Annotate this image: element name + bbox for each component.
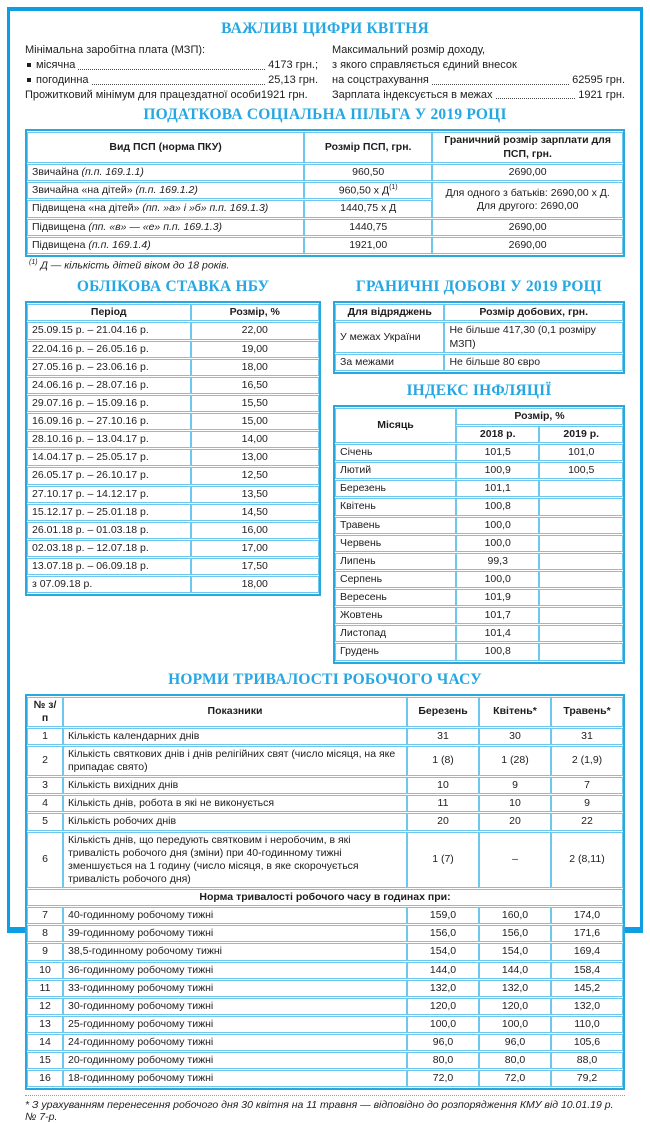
table-cell: 99,3 — [456, 553, 540, 570]
table-cell: 145,2 — [551, 980, 623, 997]
table-cell: 7 — [551, 777, 623, 794]
psp-size-cell: 960,50 х $Д^{(1)}$ — [304, 182, 432, 200]
table-cell: 30-годинному робочому тижні — [63, 998, 407, 1015]
table-cell: 158,4 — [551, 962, 623, 979]
table-cell: 101,0 — [539, 444, 623, 461]
table-cell: 26.01.18 р. – 01.03.18 р. — [27, 522, 191, 539]
inflation-section-title: ІНДЕКС ІНФЛЯЦІЇ — [406, 381, 552, 399]
table-cell: 105,6 — [551, 1034, 623, 1051]
table-cell: 174,0 — [551, 907, 623, 924]
table-header-row — [27, 132, 623, 162]
perdiem-table — [333, 301, 625, 374]
psp-section-title: ПОДАТКОВА СОЦІАЛЬНА ПІЛЬГА У 2019 РОЦІ — [143, 106, 507, 124]
table-row — [335, 607, 623, 624]
table-row — [27, 413, 319, 430]
table-row — [27, 943, 623, 960]
psp-kind-cell: Звичайна «на дітей» (п.п. 169.1.2) — [27, 182, 304, 200]
table-cell: 25.09.15 р. – 21.04.16 р. — [27, 322, 191, 339]
table-cell: Липень — [335, 553, 456, 570]
table-cell: 88,0 — [551, 1052, 623, 1069]
table-cell: 22,00 — [191, 322, 319, 339]
table-cell: 40-годинному робочому тижні — [63, 907, 407, 924]
table-row — [335, 462, 623, 479]
table-cell: 101,1 — [456, 480, 540, 497]
table-cell: 16 — [27, 1070, 63, 1087]
table-cell: 144,0 — [407, 962, 479, 979]
table-row — [27, 962, 623, 979]
footnote-divider — [25, 1095, 625, 1123]
norms-section-row — [27, 889, 623, 906]
min-wage-monthly — [25, 58, 318, 73]
table-cell: 20 — [407, 813, 479, 830]
table-cell: 100,0 — [479, 1016, 551, 1033]
table-cell: У межах України — [335, 322, 444, 352]
table-cell: 159,0 — [407, 907, 479, 924]
column-header: Розмір, % — [191, 304, 319, 321]
column-header: 2018 р. — [456, 426, 540, 443]
max-income-label: на соцстрахування — [332, 73, 429, 86]
table-cell: 100,8 — [456, 643, 540, 660]
psp-kind-cell: Підвищена (пп. «в» — «е» п.п. 169.1.3) — [27, 219, 304, 236]
table-cell: 171,6 — [551, 925, 623, 942]
table-cell: 132,0 — [407, 980, 479, 997]
table-row — [27, 377, 319, 394]
table-row — [27, 182, 623, 200]
table-cell: 100,0 — [456, 517, 540, 534]
page — [7, 7, 643, 1123]
psp-limit-cell: 2690,00 — [432, 164, 623, 181]
table-row — [27, 164, 623, 181]
table-cell — [539, 535, 623, 552]
column-header: Квітень* — [479, 697, 551, 727]
table-cell: Лютий — [335, 462, 456, 479]
min-wage-block — [25, 43, 318, 102]
table-row — [27, 431, 319, 448]
table-cell: 15,00 — [191, 413, 319, 430]
table-cell: 96,0 — [407, 1034, 479, 1051]
table-row — [335, 322, 623, 352]
table-cell: 169,4 — [551, 943, 623, 960]
table-row — [27, 322, 319, 339]
table-cell: 39-годинному робочому тижні — [63, 925, 407, 942]
table-cell: Кількість днів, що передують святковим і неробочим, в які тривалість робочого дня (зміни) при 40-годинному тижні зменшується на 1 годину (число місяця, в яке скорочується тривалість робочого дня) — [63, 832, 407, 889]
table-cell: Листопад — [335, 625, 456, 642]
dotted-leader — [78, 69, 265, 70]
max-income-block — [332, 43, 625, 102]
square-bullet-icon — [27, 78, 31, 82]
table-cell — [539, 498, 623, 515]
table-row — [335, 571, 623, 588]
table-cell: 80,0 — [479, 1052, 551, 1069]
table-cell: 100,5 — [539, 462, 623, 479]
table-cell: 16,00 — [191, 522, 319, 539]
table-cell: 36-годинному робочому тижні — [63, 962, 407, 979]
table-row — [27, 925, 623, 942]
table-cell: 2 (8,11) — [551, 832, 623, 889]
table-cell: 14 — [27, 1034, 63, 1051]
table-row — [27, 832, 623, 889]
table-cell: 20 — [479, 813, 551, 830]
table-cell: 154,0 — [407, 943, 479, 960]
table-row — [335, 643, 623, 660]
table-row — [27, 359, 319, 376]
table-row — [27, 449, 319, 466]
table-row — [27, 341, 319, 358]
table-cell — [539, 643, 623, 660]
table-row — [335, 354, 623, 371]
table-cell — [539, 589, 623, 606]
table-row — [27, 777, 623, 794]
norms-footnote: * З урахуванням перенесення робочого дня 30 квітня на 11 травня — відповідно до розпорядження КМУ від 10.01.19 р. № 7-р. — [25, 1099, 614, 1123]
max-income-line1: Максимальний розмір доходу, — [332, 44, 486, 56]
table-cell: 25-годинному робочому тижні — [63, 1016, 407, 1033]
table-cell: 144,0 — [479, 962, 551, 979]
table-cell: 18,00 — [191, 576, 319, 593]
table-cell: 18-годинному робочому тижні — [63, 1070, 407, 1087]
table-cell: 1 — [27, 728, 63, 745]
max-income-line3 — [332, 73, 625, 88]
indexation-label: Зарплата індексується в межах — [332, 88, 493, 101]
table-cell: 22 — [551, 813, 623, 830]
middle-columns — [25, 274, 625, 663]
table-cell: 9 — [551, 795, 623, 812]
column-header: Вид ПСП (норма ПКУ) — [27, 132, 304, 162]
max-income-line2: з якого справляється єдиний внесок — [332, 58, 517, 71]
table-cell: 160,0 — [479, 907, 551, 924]
table-cell — [539, 571, 623, 588]
table-cell: 28.10.16 р. – 13.04.17 р. — [27, 431, 191, 448]
min-wage-hourly-label: погодинна — [36, 73, 89, 86]
table-row — [27, 1016, 623, 1033]
psp-limit-merged-cell: Для одного з батьків: 2690,00 х Д. Для другого: 2690,00 — [432, 182, 623, 218]
table-cell: 2 (1,9) — [551, 746, 623, 776]
subsistence-minimum-label: Прожитковий мінімум для працездатної особи — [25, 88, 261, 101]
table-cell: 10 — [407, 777, 479, 794]
table-cell: 17,50 — [191, 558, 319, 575]
table-cell: 9 — [479, 777, 551, 794]
table-cell — [539, 553, 623, 570]
table-cell: 100,0 — [407, 1016, 479, 1033]
table-cell: з 07.09.18 р. — [27, 576, 191, 593]
indexation-line — [332, 88, 625, 103]
psp-kind-cell: Підвищена (п.п. 169.1.4) — [27, 237, 304, 254]
table-cell: 79,2 — [551, 1070, 623, 1087]
table-cell: Квітень — [335, 498, 456, 515]
table-cell: 101,9 — [456, 589, 540, 606]
psp-size-cell: 960,50 — [304, 164, 432, 181]
table-cell: 11 — [407, 795, 479, 812]
table-cell: 6 — [27, 832, 63, 889]
table-cell: 24.06.16 р. – 28.07.16 р. — [27, 377, 191, 394]
column-header: Показники — [63, 697, 407, 727]
table-cell: 101,5 — [456, 444, 540, 461]
table-cell: 154,0 — [479, 943, 551, 960]
table-cell: 10 — [27, 962, 63, 979]
table-row — [27, 486, 319, 503]
table-row — [27, 1052, 623, 1069]
min-wage-heading: Мінімальна заробітна плата (МЗП): — [25, 44, 206, 56]
table-row — [27, 237, 623, 254]
indexation-value: 1921 грн. — [578, 88, 625, 101]
table-cell — [539, 607, 623, 624]
table-cell: Серпень — [335, 571, 456, 588]
table-row — [335, 553, 623, 570]
table-cell: 100,8 — [456, 498, 540, 515]
table-cell — [539, 517, 623, 534]
table-cell: 17,00 — [191, 540, 319, 557]
table-cell: 4 — [27, 795, 63, 812]
table-cell: 132,0 — [551, 998, 623, 1015]
table-cell: 29.07.16 р. – 15.09.16 р. — [27, 395, 191, 412]
table-cell: 132,0 — [479, 980, 551, 997]
table-cell: 22.04.16 р. – 26.05.16 р. — [27, 341, 191, 358]
column-header: Травень* — [551, 697, 623, 727]
table-cell: 14,50 — [191, 504, 319, 521]
table-row — [27, 980, 623, 997]
table-cell — [539, 480, 623, 497]
table-row — [27, 558, 319, 575]
table-cell: 14.04.17 р. – 25.05.17 р. — [27, 449, 191, 466]
table-header-row — [27, 304, 319, 321]
nbu-section-title: ОБЛІКОВА СТАВКА НБУ — [76, 278, 270, 296]
table-cell: 31 — [407, 728, 479, 745]
table-cell: 96,0 — [479, 1034, 551, 1051]
table-cell — [539, 625, 623, 642]
table-cell: 13 — [27, 1016, 63, 1033]
psp-size-cell: 1440,75 х Д — [304, 200, 432, 217]
table-row — [27, 1034, 623, 1051]
psp-kind-cell: Звичайна (п.п. 169.1.1) — [27, 164, 304, 181]
table-cell: 14,00 — [191, 431, 319, 448]
table-cell: 156,0 — [479, 925, 551, 942]
table-row — [27, 522, 319, 539]
min-wage-hourly — [25, 73, 318, 88]
table-cell: Травень — [335, 517, 456, 534]
table-cell: 72,0 — [407, 1070, 479, 1087]
nbu-table — [25, 301, 321, 596]
table-row — [27, 395, 319, 412]
table-row — [27, 1070, 623, 1087]
table-row — [335, 589, 623, 606]
table-cell: 18,00 — [191, 359, 319, 376]
table-cell: 15,50 — [191, 395, 319, 412]
dotted-leader — [496, 98, 576, 99]
table-cell: 80,0 — [407, 1052, 479, 1069]
table-cell: 02.03.18 р. – 12.07.18 р. — [27, 540, 191, 557]
table-cell: 19,00 — [191, 341, 319, 358]
table-cell: 15 — [27, 1052, 63, 1069]
table-cell: 101,7 — [456, 607, 540, 624]
table-cell: 12 — [27, 998, 63, 1015]
table-row — [335, 498, 623, 515]
table-cell: 72,0 — [479, 1070, 551, 1087]
norms-section-title: НОРМИ ТРИВАЛОСТІ РОБОЧОГО ЧАСУ — [168, 670, 482, 688]
table-cell: 27.05.16 р. – 23.06.16 р. — [27, 359, 191, 376]
table-row — [27, 998, 623, 1015]
norms-table — [25, 694, 625, 1091]
table-row — [335, 517, 623, 534]
nbu-column — [25, 274, 321, 596]
table-cell: 1 (28) — [479, 746, 551, 776]
subsistence-minimum — [25, 88, 318, 103]
table-cell: 3 — [27, 777, 63, 794]
table-cell: 9 — [27, 943, 63, 960]
table-row — [27, 576, 319, 593]
table-cell: 12,50 — [191, 467, 319, 484]
column-header: Розмір, % — [456, 408, 623, 425]
key-figures-block — [25, 43, 625, 102]
table-cell: 8 — [27, 925, 63, 942]
table-cell: Кількість святкових днів і днів релігійних свят (число місяця, на яке припадає свято) — [63, 746, 407, 776]
table-row — [27, 795, 623, 812]
column-header: № з/п — [27, 697, 63, 727]
table-cell: Березень — [335, 480, 456, 497]
table-row — [335, 625, 623, 642]
table-cell: За межами — [335, 354, 444, 371]
table-cell: 27.10.17 р. – 14.12.17 р. — [27, 486, 191, 503]
table-cell: 20-годинному робочому тижні — [63, 1052, 407, 1069]
table-row — [335, 535, 623, 552]
square-bullet-icon — [27, 63, 31, 67]
table-cell: 156,0 — [407, 925, 479, 942]
table-cell: Не більше 80 євро — [444, 354, 623, 371]
table-cell: 13.07.18 р. – 06.09.18 р. — [27, 558, 191, 575]
table-cell: 101,4 — [456, 625, 540, 642]
table-cell: Кількість робочих днів — [63, 813, 407, 830]
table-cell: 120,0 — [407, 998, 479, 1015]
right-column — [333, 274, 625, 663]
table-cell: 1 (8) — [407, 746, 479, 776]
table-row — [27, 746, 623, 776]
table-cell: 100,0 — [456, 571, 540, 588]
table-cell: Січень — [335, 444, 456, 461]
table-cell: 2 — [27, 746, 63, 776]
psp-footnote: $^{(1)}$ Д — кількість дітей віком до 18 років. — [29, 258, 230, 272]
table-cell: Червень — [335, 535, 456, 552]
table-cell: Грудень — [335, 643, 456, 660]
table-cell: – — [479, 832, 551, 889]
table-cell: 16,50 — [191, 377, 319, 394]
table-cell: 15.12.17 р. – 25.01.18 р. — [27, 504, 191, 521]
column-header: Період — [27, 304, 191, 321]
min-wage-hourly-value: 25,13 грн. — [268, 73, 318, 86]
table-cell: 31 — [551, 728, 623, 745]
table-row — [27, 504, 319, 521]
psp-limit-cell: 2690,00 — [432, 219, 623, 236]
table-cell: Не більше 417,30 (0,1 розміру МЗП) — [444, 322, 623, 352]
column-header: Розмір ПСП, грн. — [304, 132, 432, 162]
table-cell: 13,00 — [191, 449, 319, 466]
table-cell: 11 — [27, 980, 63, 997]
table-cell: 13,50 — [191, 486, 319, 503]
column-header: 2019 р. — [539, 426, 623, 443]
table-cell: 5 — [27, 813, 63, 830]
perdiem-section-title: ГРАНИЧНІ ДОБОВІ У 2019 РОЦІ — [355, 278, 603, 296]
psp-size-cell: 1440,75 — [304, 219, 432, 236]
max-income-value: 62595 грн. — [572, 73, 625, 86]
psp-table — [25, 129, 625, 256]
column-header: Для відряджень — [335, 304, 444, 321]
column-header: Березень — [407, 697, 479, 727]
table-row — [335, 444, 623, 461]
inflation-table — [333, 405, 625, 664]
table-cell: 10 — [479, 795, 551, 812]
table-cell: 33-годинному робочому тижні — [63, 980, 407, 997]
table-cell: 38,5-годинному робочому тижні — [63, 943, 407, 960]
table-header-row — [27, 697, 623, 727]
table-cell: 120,0 — [479, 998, 551, 1015]
table-cell: Кількість днів, робота в які не виконується — [63, 795, 407, 812]
psp-kind-cell: Підвищена «на дітей» (пп. »а» і »б» п.п. 169.1.3) — [27, 200, 304, 217]
norms-section-label: Норма тривалості робочого часу в годинах при: — [27, 889, 623, 906]
table-cell: 7 — [27, 907, 63, 924]
table-cell: 24-годинному робочому тижні — [63, 1034, 407, 1051]
table-cell: Кількість вихідних днів — [63, 777, 407, 794]
subsistence-minimum-value: 1921 грн. — [260, 88, 308, 101]
table-row — [27, 219, 623, 236]
column-header: Розмір добових, грн. — [444, 304, 623, 321]
table-cell: 100,0 — [456, 535, 540, 552]
table-cell: 26.05.17 р. – 26.10.17 р. — [27, 467, 191, 484]
table-cell: 16.09.16 р. – 27.10.16 р. — [27, 413, 191, 430]
table-row — [27, 728, 623, 745]
psp-size-cell: 1921,00 — [304, 237, 432, 254]
page-title: ВАЖЛИВІ ЦИФРИ КВІТНЯ — [221, 20, 429, 37]
min-wage-monthly-label: місячна — [36, 58, 76, 71]
table-row — [27, 907, 623, 924]
dotted-leader — [92, 84, 266, 85]
table-cell: Вересень — [335, 589, 456, 606]
table-cell: Кількість календарних днів — [63, 728, 407, 745]
table-row — [27, 540, 319, 557]
min-wage-monthly-value: 4173 грн.; — [268, 58, 318, 71]
table-cell: 30 — [479, 728, 551, 745]
table-cell: 1 (7) — [407, 832, 479, 889]
table-cell: Жовтень — [335, 607, 456, 624]
table-cell: 110,0 — [551, 1016, 623, 1033]
table-row — [27, 813, 623, 830]
table-row — [27, 467, 319, 484]
table-cell: 100,9 — [456, 462, 540, 479]
table-header-row — [335, 408, 623, 425]
table-header-row — [335, 304, 623, 321]
psp-limit-cell: 2690,00 — [432, 237, 623, 254]
column-header: Граничний розмір зарплати для ПСП, грн. — [432, 132, 623, 162]
column-header: Місяць — [335, 408, 456, 443]
dotted-leader — [432, 84, 569, 85]
table-row — [335, 480, 623, 497]
